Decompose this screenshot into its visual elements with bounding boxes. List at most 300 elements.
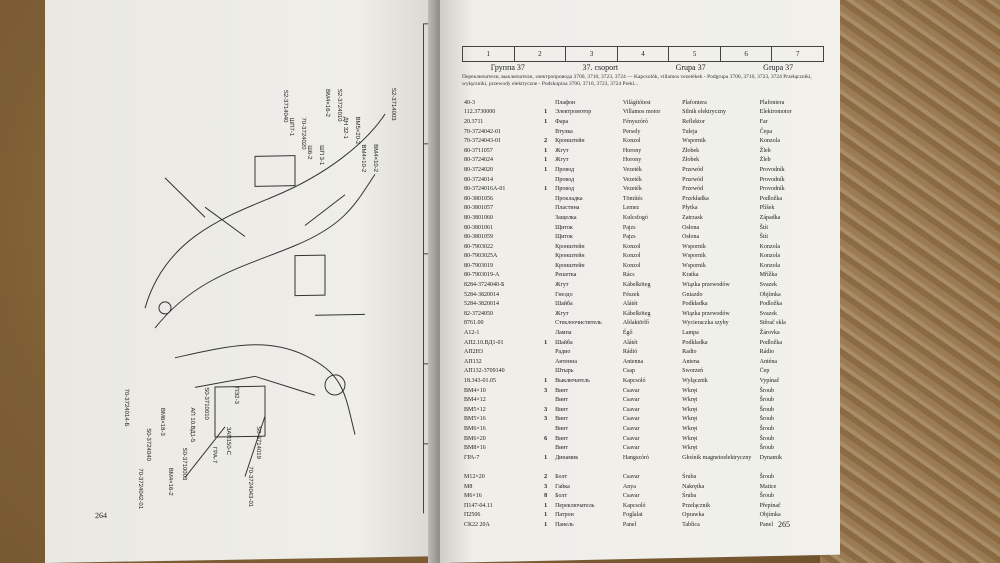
table-cell: Fényszóró [622, 118, 648, 125]
table-cell: 1 [544, 118, 548, 125]
table-cell: Radio [682, 349, 697, 356]
table-cell [538, 271, 553, 281]
diagram-label: ШП7-1 [288, 117, 294, 137]
table-cell: Vezeték [622, 186, 642, 193]
table-row [462, 338, 817, 348]
table-row [462, 232, 817, 242]
table-cell: Винт [555, 397, 569, 404]
diagram-label: АП 10.ВД1-5 [189, 407, 195, 443]
table-cell: Západka [759, 214, 781, 221]
table-cell [538, 443, 553, 453]
table-row [462, 511, 817, 521]
table-row [462, 184, 817, 194]
diagram-label: ЗАП150-С [225, 426, 231, 456]
table-cell: Wiązka przewodów [682, 282, 730, 289]
table-cell: 80-7903025А [464, 253, 498, 260]
table-cell: Šroub [759, 406, 774, 413]
table-row [462, 165, 817, 175]
table-row [462, 482, 817, 492]
table-cell [538, 395, 553, 405]
table-cell: АП2.10.ВД1-01 [464, 339, 504, 346]
table-cell: Šroub [759, 416, 774, 423]
table-cell [538, 213, 553, 223]
diagram-label: ВМ4×10-2 [360, 144, 366, 173]
table-cell: Podložka [759, 301, 782, 308]
diagram-label: S2-3724010 [336, 88, 342, 122]
table-cell: Штырь [555, 368, 574, 375]
table-cell: Радио [555, 349, 571, 356]
table-cell: Żłobek [682, 147, 700, 154]
table-cell: Щиток [555, 224, 573, 231]
table-cell: Antenna [622, 358, 644, 365]
table-row [462, 501, 817, 511]
table-cell: Wspornik [682, 138, 706, 145]
table-cell [538, 367, 553, 377]
table-cell [538, 328, 553, 338]
table-cell: Болт [555, 473, 568, 480]
table-cell: Pajzs [622, 234, 636, 241]
table-cell: АП132 [464, 358, 482, 365]
table-row [462, 156, 817, 166]
table-cell: Matice [759, 483, 777, 490]
table-cell: Šroub [759, 445, 774, 452]
table-cell: Wkręt [682, 435, 698, 442]
table-row [462, 395, 817, 405]
table-cell: 80-3801061 [464, 224, 493, 231]
table-cell: Provodník [759, 186, 785, 193]
table-cell: 1 [544, 502, 548, 509]
table-cell: Wkręt [682, 425, 698, 432]
table-cell: Wspornik [682, 243, 706, 250]
table-cell: Провод [555, 176, 575, 183]
table-cell [538, 424, 553, 434]
table-cell: Кронштейн [555, 253, 585, 260]
table-cell: Podložka [759, 339, 782, 346]
table-cell: Konzola [759, 243, 780, 250]
table-cell: Šroub [759, 397, 774, 404]
table-cell: Wspornik [682, 262, 706, 269]
table-cell: 18.343-01.05 [464, 378, 496, 385]
col-number: 3 [566, 47, 618, 61]
table-cell: Svazek [759, 310, 777, 317]
table-cell: 1 [544, 109, 548, 116]
table-cell: П2506 [464, 512, 481, 519]
table-cell: Elektromotor [759, 109, 792, 116]
diagram-label: ВМ4×16-2 [324, 89, 330, 117]
table-cell: Wkręt [682, 445, 698, 452]
table-cell: 1 [544, 512, 548, 519]
table-cell: ВМ6×16 [464, 425, 486, 432]
table-cell [538, 204, 553, 214]
table-row [462, 127, 817, 137]
table-cell: Horony [622, 157, 642, 164]
table-cell [538, 242, 553, 252]
table-cell: Kábelköteg [622, 310, 651, 317]
diagram-label: S0-3714019 [255, 426, 261, 460]
table-cell: 3 [544, 483, 548, 490]
table-cell: 3 [544, 406, 548, 413]
table-cell: Прокладка [555, 195, 583, 202]
table-cell: Żłobek [682, 157, 700, 164]
table-cell: Konzol [622, 138, 641, 145]
table-row [462, 434, 817, 444]
table-row [462, 280, 817, 290]
table-cell: Защелка [555, 214, 577, 221]
table-cell [538, 175, 553, 185]
table-cell: Tuleja [682, 128, 698, 135]
table-cell: 70-3724042-01 [464, 128, 501, 135]
group-title: Grupa 37 [763, 62, 794, 72]
table-cell: 1 [544, 186, 548, 193]
diagram-label: 70-3724043-01 [247, 466, 253, 508]
table-cell: Csavar [622, 406, 640, 413]
table-cell: ВМ5×16 [464, 416, 486, 423]
table-cell: Osłona [682, 224, 700, 231]
table-cell: Štít [759, 224, 768, 231]
table-cell: 112.3730000 [464, 109, 496, 116]
table-cell: Nakrętka [682, 483, 705, 490]
table-row [462, 261, 817, 271]
table-row [462, 491, 817, 501]
table-cell: 80-3724020 [464, 166, 493, 173]
table-cell: Zatrzask [682, 214, 703, 221]
table-cell: Śruba [682, 493, 697, 500]
table-cell: Płytka [682, 205, 698, 212]
table-cell: Кронштейн [555, 243, 585, 250]
table-cell: Винт [555, 445, 569, 452]
table-cell: Винт [555, 387, 569, 394]
table-cell: Kábelköteg [622, 282, 651, 289]
table-cell: Lemez [622, 205, 640, 212]
table-cell: Villamos motor [622, 109, 661, 116]
table-row [462, 108, 817, 118]
table-cell [553, 463, 621, 473]
table-cell [538, 319, 553, 329]
table-cell: Винт [555, 406, 569, 413]
table-cell [538, 347, 553, 357]
table-cell [538, 232, 553, 242]
diagram-label: ПЭ2-3 [233, 386, 239, 405]
table-cell: Šroub [759, 493, 774, 500]
table-row [462, 175, 817, 185]
table-cell: Far [759, 118, 768, 125]
table-cell: Wiązka przewodów [682, 310, 730, 317]
table-cell: Čep [759, 368, 770, 375]
table-cell: Rács [622, 272, 635, 279]
table-cell: Podkładka [682, 339, 708, 346]
col-number: 1 [463, 47, 515, 61]
table-cell: Csavar [622, 435, 640, 442]
table-cell: Винт [555, 425, 569, 432]
table-cell: Konzol [622, 262, 641, 269]
table-cell: 80-3801060 [464, 214, 493, 221]
diagram-label: ГРА-7 [211, 446, 217, 464]
table-row [462, 405, 817, 415]
table-row [462, 271, 817, 281]
table-cell: Podkładka [682, 301, 708, 308]
table-cell: Wycieraczka szyby [682, 320, 729, 327]
table-cell: Objímka [759, 512, 781, 519]
table-row [462, 242, 817, 252]
table-cell: Wkręt [682, 416, 698, 423]
table-cell: ВМ5×12 [464, 406, 486, 413]
page-number-left: 264 [95, 510, 107, 521]
table-cell: Провод [555, 186, 575, 193]
table-cell: Žleb [759, 147, 771, 154]
diagram-label: ДН 32-1 [342, 116, 348, 139]
table-cell: Гайка [555, 483, 570, 490]
table-cell: Konzol [622, 243, 641, 250]
diagram-label: S0-3710010 [203, 387, 209, 420]
table-cell: 1 [544, 147, 548, 154]
table-cell: Silnik elektryczny [682, 109, 726, 116]
table-cell: 2 [544, 138, 548, 145]
table-cell: 80-7903022 [464, 243, 493, 250]
table-cell [538, 309, 553, 319]
table-cell [538, 223, 553, 233]
table-row [462, 299, 817, 309]
table-row [462, 357, 817, 367]
table-cell: 1 [544, 339, 548, 346]
table-cell: М8 [464, 483, 473, 490]
table-cell: 40-3 [464, 99, 475, 106]
table-cell: Tömítés [622, 195, 643, 202]
table-row [462, 347, 817, 357]
table-cell: Plíšek [759, 205, 775, 212]
table-cell: Пластина [555, 205, 580, 212]
table-cell [538, 98, 553, 108]
carpet-pattern [820, 0, 1000, 563]
diagram-label: ВМ5×20-2 [354, 116, 360, 145]
table-cell: Přepínač [759, 502, 781, 509]
table-cell: Reflektor [682, 118, 705, 125]
table-cell: Kratka [682, 272, 699, 279]
table-row [462, 453, 817, 463]
table-cell: Konzola [759, 138, 780, 145]
table-cell: Vezeték [622, 176, 642, 183]
table-cell [538, 194, 553, 204]
page-number-right: 265 [778, 520, 790, 529]
table-cell: Wkręt [682, 406, 698, 413]
table-cell: Persely [622, 128, 641, 135]
table-cell: 8761.00 [464, 320, 484, 327]
table-cell: Przewód [682, 186, 704, 193]
col-number: 4 [618, 47, 670, 61]
diagram-label: ВМ4×10-2 [372, 144, 378, 173]
parts-table [462, 98, 817, 530]
diagram-label: 70-3724014-Б [123, 388, 129, 427]
table-cell: Wspornik [682, 253, 706, 260]
table-cell: Csavar [622, 493, 640, 500]
diagram-label: S0-3724040 [145, 428, 151, 461]
table-cell: Plafoniera [682, 99, 707, 106]
table-cell: Втулка [555, 128, 573, 135]
table-cell [538, 252, 553, 262]
table-cell: 1 [544, 454, 548, 461]
table-cell: Anya [622, 483, 636, 490]
table-cell: Horony [622, 147, 642, 154]
group-title: Группа 37 [490, 62, 525, 72]
diagram-label: ШП 3-1 [318, 145, 324, 166]
table-cell [538, 280, 553, 290]
table-cell: ВМ6×20 [464, 435, 486, 442]
table-cell: Przełącznik [682, 502, 711, 509]
table-cell: Решетка [555, 272, 577, 279]
table-row [462, 328, 817, 338]
table-cell: Csavar [622, 387, 640, 394]
table-cell: Žárovka [759, 330, 780, 337]
table-cell: Стеклоочиститель [555, 320, 602, 327]
diagram-label: S2-3714003 [390, 87, 396, 121]
table-cell: 80-3724024 [464, 157, 493, 164]
group-title: Grupa 37 [675, 62, 706, 72]
table-row [462, 117, 817, 127]
table-cell: 5284-3820014 [464, 291, 499, 298]
table-cell: Panel [622, 521, 637, 528]
table-cell: 82-3724050 [464, 310, 493, 317]
table-cell: Przewód [682, 166, 704, 173]
table-cell: 80-3711057 [464, 147, 493, 154]
table-cell: Болт [555, 493, 568, 500]
table-cell: Винт [555, 435, 569, 442]
col-number: 5 [669, 47, 721, 61]
table-cell: 80-3801059 [464, 234, 493, 241]
table-cell: Čepa [759, 128, 772, 135]
table-cell: Šroub [759, 435, 774, 442]
table-cell: 80-3724014 [464, 176, 493, 183]
table-cell: 1 [544, 166, 548, 173]
table-cell: 1 [544, 521, 548, 528]
table-row [462, 463, 817, 473]
diagram-label: ВМ6×18-3 [159, 407, 165, 436]
table-cell: Sworzeń [682, 368, 704, 375]
table-row [462, 367, 817, 377]
table-cell: Alátét [622, 339, 638, 346]
table-row [462, 376, 817, 386]
table-cell: Csavar [622, 425, 640, 432]
left-page [45, 0, 435, 563]
table-cell: Hangszóró [622, 454, 649, 461]
table-cell: Провод [555, 166, 575, 173]
table-cell: Щиток [555, 234, 573, 241]
table-row [462, 319, 817, 329]
table-cell: Antena [682, 358, 700, 365]
table-cell: Anténa [759, 358, 777, 365]
table-cell: 80-3801056 [464, 195, 493, 202]
table-cell: 8284-3724040-Б [464, 282, 505, 289]
table-cell: Pajzs [622, 224, 636, 231]
table-cell: Rádio [759, 349, 774, 356]
table-cell: Wkręt [682, 387, 698, 394]
group-description: Переключатели, выключатели, электропровода 3700, 3710, 3723, 3724 — Kapcsolók, villamos vezetékek - Podgrupa 3700, 3710, 3723, 3724 Przełączniki, wyłączniki, przewody elektryczne - Podskupina 3700, 3710, 3723, 3724 Prekl... [462, 74, 812, 87]
table-cell: Фара [555, 118, 569, 125]
table-row [462, 213, 817, 223]
table-cell: Provodník [759, 176, 785, 183]
table-row [462, 204, 817, 214]
table-cell: Шайба [555, 301, 573, 308]
table-row [462, 290, 817, 300]
table-cell: Wyłącznik [682, 378, 708, 385]
table-cell [538, 127, 553, 137]
table-cell: Štít [759, 234, 768, 241]
col-number: 6 [721, 47, 773, 61]
table-cell: Foglalat [622, 512, 643, 519]
table-cell: АП132-3709140 [464, 368, 505, 375]
table-row [462, 472, 817, 482]
table-row [462, 520, 817, 530]
table-cell: Głośnik magnetoelektryczny [682, 454, 752, 461]
table-row [462, 194, 817, 204]
table-cell: Plafoniera [759, 99, 785, 106]
table-cell: Плафон [555, 99, 576, 106]
table-cell [621, 463, 680, 473]
table-cell: Konzol [622, 253, 641, 260]
table-row [462, 309, 817, 319]
table-cell: Лампа [555, 330, 572, 337]
table-cell: Винт [555, 416, 569, 423]
table-cell: 70-3724043-01 [464, 138, 501, 145]
table-cell: Vypínač [759, 378, 780, 385]
table-cell: Dynamik [759, 454, 782, 461]
table-cell: СК22 20А [464, 521, 490, 528]
table-cell: Konzola [759, 253, 780, 260]
table-cell: Osłona [682, 234, 700, 241]
table-cell: 80-3801057 [464, 205, 493, 212]
col-number: 7 [796, 50, 800, 58]
table-cell: Śruba [682, 473, 697, 480]
table-cell [538, 299, 553, 309]
table-cell: Kapcsoló [622, 502, 646, 509]
table-cell: АП2Н3 [464, 349, 483, 356]
table-cell: 8 [544, 493, 548, 500]
table-cell: Konzola [759, 262, 780, 269]
table-cell: Переключатель [555, 502, 595, 509]
diagram-label: Ш6-2 [306, 145, 312, 160]
table-cell [758, 463, 817, 473]
table-cell: ГРА-7 [464, 454, 480, 461]
table-cell: 80-7903019 [464, 262, 493, 269]
table-cell: Wkręt [682, 397, 698, 404]
table-cell [462, 463, 538, 473]
table-cell: Šroub [759, 387, 774, 394]
table-cell: Przekładka [682, 195, 709, 202]
table-cell: Lampa [682, 330, 699, 337]
table-cell: Электромотор [555, 109, 592, 116]
table-row [462, 146, 817, 156]
table-cell: Vezeték [622, 166, 642, 173]
table-cell: 3 [544, 416, 548, 423]
table-cell: М6×16 [464, 493, 482, 500]
table-cell: 1 [544, 378, 548, 385]
table-cell: Tablica [682, 521, 700, 528]
table-cell: Égő [622, 330, 633, 337]
group-header [462, 60, 822, 74]
table-cell: Жгут [555, 310, 569, 317]
table-cell: Kulcsfogó [622, 214, 648, 221]
table-cell: Alátét [622, 301, 638, 308]
diagram-label: S0-3710003 [181, 447, 187, 481]
diagram-label: ВМ4×16-2 [167, 467, 173, 496]
table-cell: Podložka [759, 195, 782, 202]
table-cell: Panel [759, 521, 773, 528]
table-cell [538, 290, 553, 300]
table-cell: 6 [544, 435, 548, 442]
table-cell: Provodník [759, 166, 785, 173]
table-cell: Выключатель [555, 378, 590, 385]
table-cell: П147-04.11 [464, 502, 493, 509]
table-cell: А12-1 [464, 330, 480, 337]
table-cell: ВМ4×12 [464, 397, 486, 404]
